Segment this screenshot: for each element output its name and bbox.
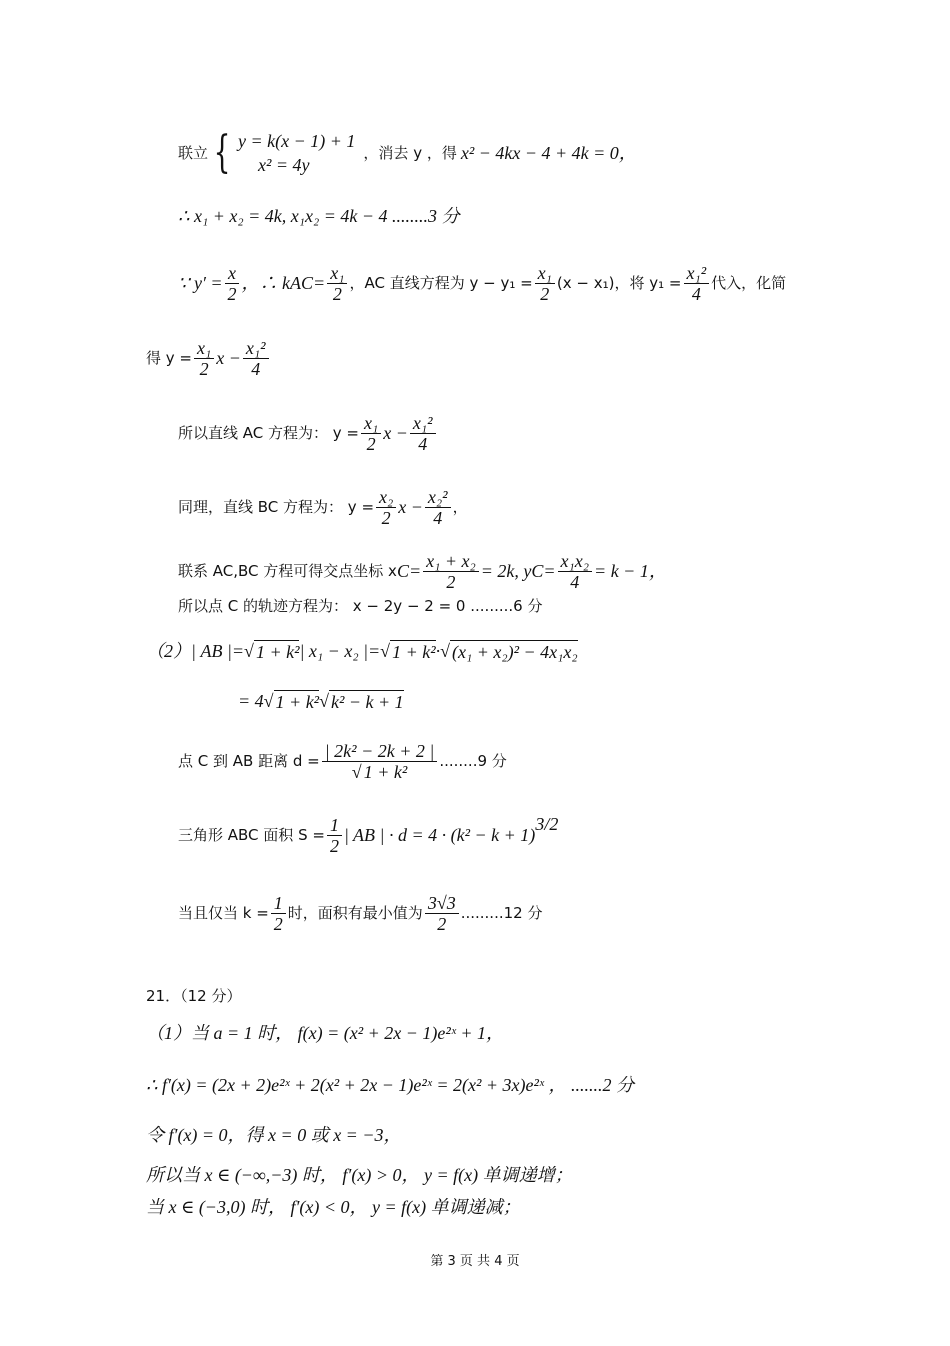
denominator: 2 bbox=[366, 433, 376, 454]
text: ， bbox=[452, 498, 468, 516]
ab-length-line-2 bbox=[238, 686, 404, 716]
fraction bbox=[243, 338, 269, 379]
distance-line bbox=[178, 734, 507, 788]
numerator: x₁ bbox=[194, 338, 214, 359]
text: 点 C 到 AB 距离 d = bbox=[178, 752, 320, 770]
locus-line: 所以点 C 的轨迹方程为： x − 2y − 2 = 0 .........6 分 bbox=[178, 597, 543, 615]
line-ac bbox=[178, 408, 438, 458]
text: 当且仅当 k = bbox=[178, 904, 269, 922]
exponent: 3/2 bbox=[535, 814, 559, 834]
fraction bbox=[225, 263, 240, 304]
subscript: C bbox=[531, 561, 544, 581]
denominator: 2 bbox=[329, 835, 339, 856]
sqrt-icon: √ bbox=[351, 761, 362, 782]
numerator: 3√3 bbox=[425, 893, 459, 914]
line-bc bbox=[178, 482, 468, 532]
text: | x₁ − x₂ |= bbox=[299, 641, 381, 661]
denominator bbox=[349, 762, 410, 782]
fraction bbox=[327, 263, 347, 304]
text: 三角形 ABC 面积 S = bbox=[178, 826, 325, 844]
text-prefix: 联立 bbox=[178, 144, 209, 162]
sqrt-icon: √ bbox=[263, 691, 274, 711]
numerator: x₁ bbox=[535, 263, 555, 284]
area-line bbox=[178, 810, 558, 860]
sqrt-content: k² − k + 1 bbox=[330, 691, 404, 712]
subscript: AC bbox=[290, 273, 314, 293]
denominator: 2 bbox=[273, 913, 283, 934]
fraction bbox=[558, 551, 593, 592]
text: | AB | · d = 4 · (k² − k + 1) bbox=[343, 825, 536, 845]
derivative-line: ∴ f′(x) = (2x + 2)e²ˣ + 2(x² + 2x − 1)e²ˣ = 2(x² + 3x)e²ˣ ， .......2 分 bbox=[146, 1075, 634, 1095]
numerator: x₂ bbox=[376, 487, 396, 508]
numerator: x₁² bbox=[684, 263, 710, 284]
subscript: C bbox=[396, 561, 409, 581]
sqrt-icon: √ bbox=[319, 691, 329, 711]
numerator: 1 bbox=[327, 815, 342, 836]
denominator: 4 bbox=[691, 283, 701, 304]
numerator: x₁x₂ bbox=[558, 551, 593, 572]
sqrt-icon: √ bbox=[380, 641, 391, 661]
fraction bbox=[425, 487, 451, 528]
denominator: 4 bbox=[418, 433, 428, 454]
text: ........9 分 bbox=[439, 752, 507, 770]
fraction bbox=[327, 815, 342, 856]
sum-product-line: ∴ x₁ + x₂ = 4k, x₁x₂ = 4k − 4 ........3 分 bbox=[178, 206, 460, 226]
text: 得 y = bbox=[146, 349, 192, 367]
denominator: 2 bbox=[227, 283, 237, 304]
denominator: 2 bbox=[199, 358, 209, 379]
fraction bbox=[322, 741, 438, 782]
numerator: x₁ bbox=[327, 263, 347, 284]
minimum-line bbox=[178, 888, 542, 938]
equation-system bbox=[208, 129, 355, 177]
denominator: 4 bbox=[570, 571, 580, 592]
fraction bbox=[361, 413, 381, 454]
denominator: 2 bbox=[446, 571, 456, 592]
denominator: 4 bbox=[251, 358, 261, 379]
text: x − bbox=[398, 497, 423, 517]
denominator: 4 bbox=[433, 507, 443, 528]
text: 代入，化简 bbox=[711, 274, 787, 292]
sqrt-content: 1 + k² bbox=[255, 641, 300, 662]
text: 联系 AC,BC 方程可得交点坐标 x bbox=[178, 562, 397, 580]
sqrt-content: 1 + k² bbox=[392, 641, 436, 662]
text: = k − 1， bbox=[594, 561, 667, 581]
system-eq-2: x² = 4y bbox=[258, 155, 310, 175]
text: ，AC 直线方程为 y − y₁ = bbox=[349, 274, 533, 292]
denominator: 2 bbox=[540, 283, 550, 304]
denominator: 2 bbox=[332, 283, 342, 304]
fraction bbox=[376, 487, 396, 528]
text: = bbox=[543, 561, 556, 581]
denominator: 2 bbox=[437, 913, 447, 934]
text: .........12 分 bbox=[460, 904, 543, 922]
text: ，∴ k bbox=[241, 273, 291, 293]
intersection-line bbox=[178, 546, 667, 596]
sqrt-icon: √ bbox=[440, 641, 450, 661]
fraction bbox=[271, 893, 286, 934]
numerator: x₁² bbox=[410, 413, 436, 434]
fraction bbox=[425, 893, 459, 934]
fraction bbox=[535, 263, 555, 304]
sqrt-icon: √ bbox=[244, 641, 254, 661]
system-eq-1: y = k(x − 1) + 1 bbox=[238, 131, 356, 151]
numerator: 1 bbox=[271, 893, 286, 914]
text: x − bbox=[383, 423, 408, 443]
simplified-line bbox=[146, 333, 271, 383]
fraction bbox=[684, 263, 710, 304]
equation-system-line bbox=[178, 128, 637, 178]
numerator: x₂² bbox=[425, 487, 451, 508]
fraction bbox=[410, 413, 436, 454]
text: ∵ y′ = bbox=[178, 273, 223, 293]
text: = bbox=[408, 561, 422, 581]
numerator: x₁² bbox=[243, 338, 269, 359]
text: · bbox=[435, 641, 441, 661]
critical-points-line: 令 f′(x) = 0，得 x = 0 或 x = −3， bbox=[146, 1125, 402, 1145]
denominator: 2 bbox=[381, 507, 391, 528]
brace-icon: { bbox=[213, 127, 231, 178]
text: (x − x₁)，将 y₁ = bbox=[556, 274, 682, 292]
sqrt-content: (x₁ + x₂)² − 4x₁x₂ bbox=[452, 641, 578, 662]
text: 同理，直线 BC 方程为： y = bbox=[178, 498, 375, 516]
part-1-line: （1）当 a = 1 时， f(x) = (x² + 2x − 1)e²ˣ + 1， bbox=[146, 1023, 505, 1043]
text: 所以直线 AC 方程为： y = bbox=[178, 424, 359, 442]
text: = 4 bbox=[238, 691, 264, 711]
sqrt-content: 1 + k² bbox=[363, 761, 408, 782]
increasing-line: 所以当 x ∈ (−∞,−3) 时， f′(x) > 0， y = f(x) 单调递增； bbox=[146, 1165, 573, 1185]
fraction bbox=[423, 551, 479, 592]
numerator: | 2k² − 2k + 2 | bbox=[322, 741, 438, 762]
text: x − bbox=[216, 348, 241, 368]
page-number: 第 3 页 共 4 页 bbox=[430, 1254, 520, 1269]
text: （2）| AB |= bbox=[146, 641, 245, 661]
numerator: x₁ bbox=[361, 413, 381, 434]
numerator: x bbox=[225, 263, 239, 284]
numerator: x₁ + x₂ bbox=[423, 551, 479, 572]
equation: x² − 4kx − 4 + 4k = 0， bbox=[460, 143, 637, 163]
ab-length-line bbox=[146, 636, 578, 666]
text-mid: ，消去 y ，得 bbox=[363, 144, 457, 162]
question-21-heading: 21．（12 分） bbox=[146, 987, 242, 1005]
text: 时，面积有最小值为 bbox=[287, 904, 423, 922]
sqrt-content: 1 + k² bbox=[275, 691, 320, 712]
fraction bbox=[194, 338, 214, 379]
text: = bbox=[313, 273, 326, 293]
decreasing-line: 当 x ∈ (−3,0) 时， f′(x) < 0， y = f(x) 单调递减； bbox=[146, 1197, 521, 1217]
text: = 2k, y bbox=[480, 561, 532, 581]
tangent-line bbox=[178, 258, 786, 308]
